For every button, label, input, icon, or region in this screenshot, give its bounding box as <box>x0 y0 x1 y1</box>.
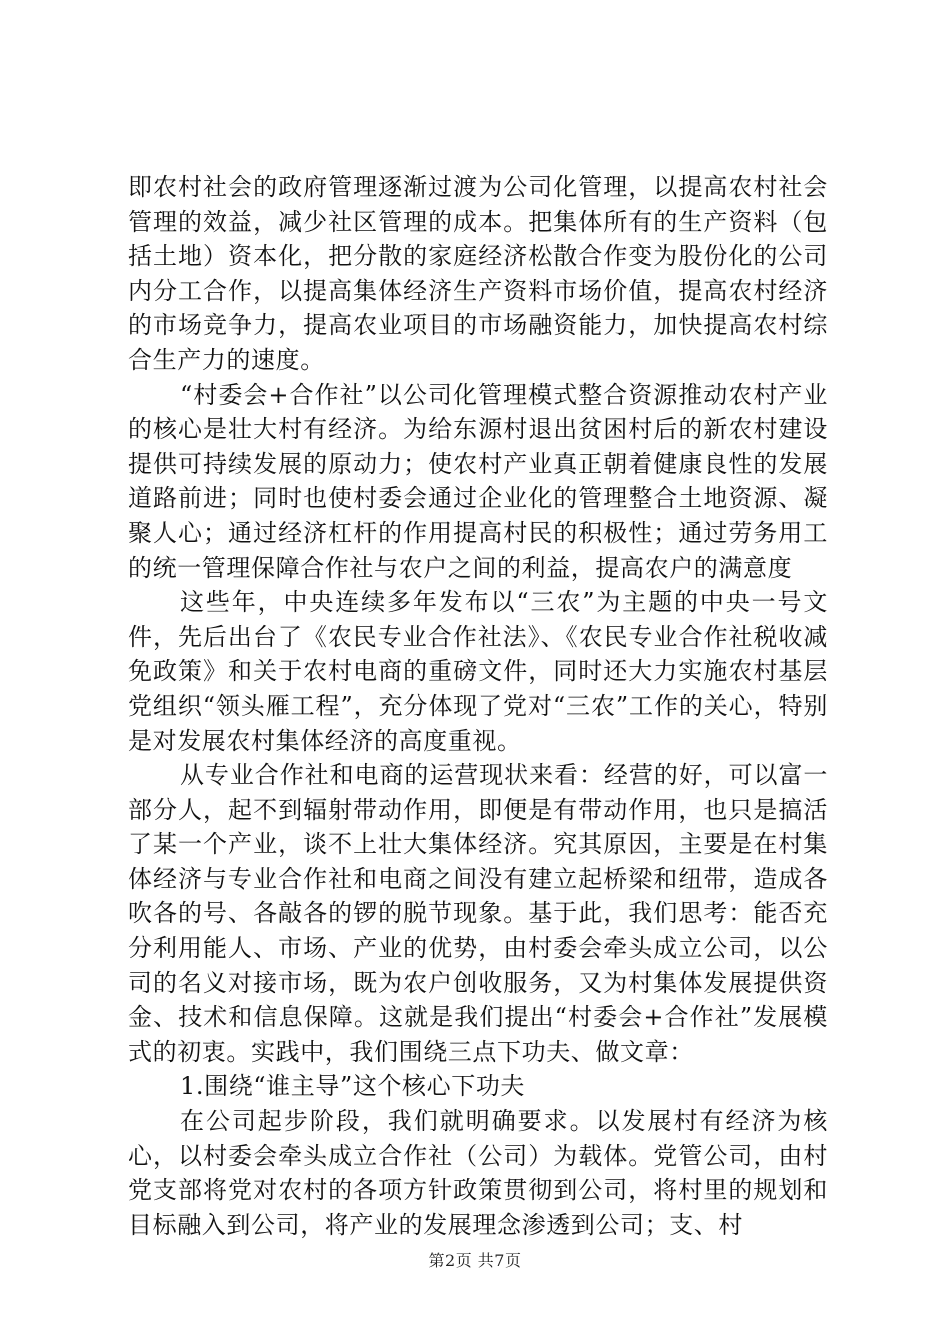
document-body <box>128 170 828 1242</box>
paragraph-operation-status: 从专业合作社和电商的运营现状来看：经营的好，可以富一部分人，起不到辐射带动作用，即便是有带动作用，也只是搞活了某一个产业，谈不上壮大集体经济。究其原因，主要是在村集体经济与专业合作社和电商之间没有建立起桥梁和纽带，造成各吹各的号、各敲各的锣的脱节现象。基于此，我们思考：能否充分利用能人、市场、产业的优势，由村委会牵头成立公司，以公司的名义对接市场，既为农户创收服务，又为村集体发展提供资金、技术和信息保障。这就是我们提出“村委会+合作社”发展模式的初衷。实践中，我们围绕三点下功夫、做文章： <box>128 761 828 1066</box>
section-heading-1: 1.围绕“谁主导”这个核心下功夫 <box>180 1072 526 1101</box>
paragraph-startup-stage: 在公司起步阶段，我们就明确要求。以发展村有经济为核心，以村委会牵头成立合作社（公司）为载体。党管公司，由村党支部将党对农村的各项方针政策贯彻到公司，将村里的规划和目标融入到公司，将产业的发展理念渗透到公司；支、村 <box>128 1107 828 1239</box>
paragraph-core-economy: “村委会+合作社”以公司化管理模式整合资源推动农村产业的核心是壮大村有经济。为给东源村退出贫困村后的新农村建设提供可持续发展的原动力；使农村产业真正朝着健康良性的发展道路前进；同时也使村委会通过企业化的管理整合土地资源、凝聚人心；通过经济杠杆的作用提高村民的积极性；通过劳务用工的统一管理保障合作社与农户之间的利益，提高农户的满意度 <box>128 380 828 582</box>
paragraph-central-policy: 这些年，中央连续多年发布以“三农”为主题的中央一号文件，先后出台了《农民专业合作社法》、《农民专业合作社税收减免政策》和关于农村电商的重磅文件，同时还大力实施农村基层党组织“领头雁工程”，充分体现了党对“三农”工作的关心，特别是对发展农村集体经济的高度重视。 <box>128 588 828 755</box>
paragraph-continuation: 即农村社会的政府管理逐渐过渡为公司化管理，以提高农村社会管理的效益，减少社区管理的成本。把集体所有的生产资料（包括土地）资本化，把分散的家庭经济松散合作变为股份化的公司内分工合作，以提高集体经济生产资料市场价值，提高农村经济的市场竞争力，提高农业项目的市场融资能力，加快提高农村综合生产力的速度。 <box>128 173 828 374</box>
page-footer: 第2页 共7页 <box>428 1251 522 1270</box>
